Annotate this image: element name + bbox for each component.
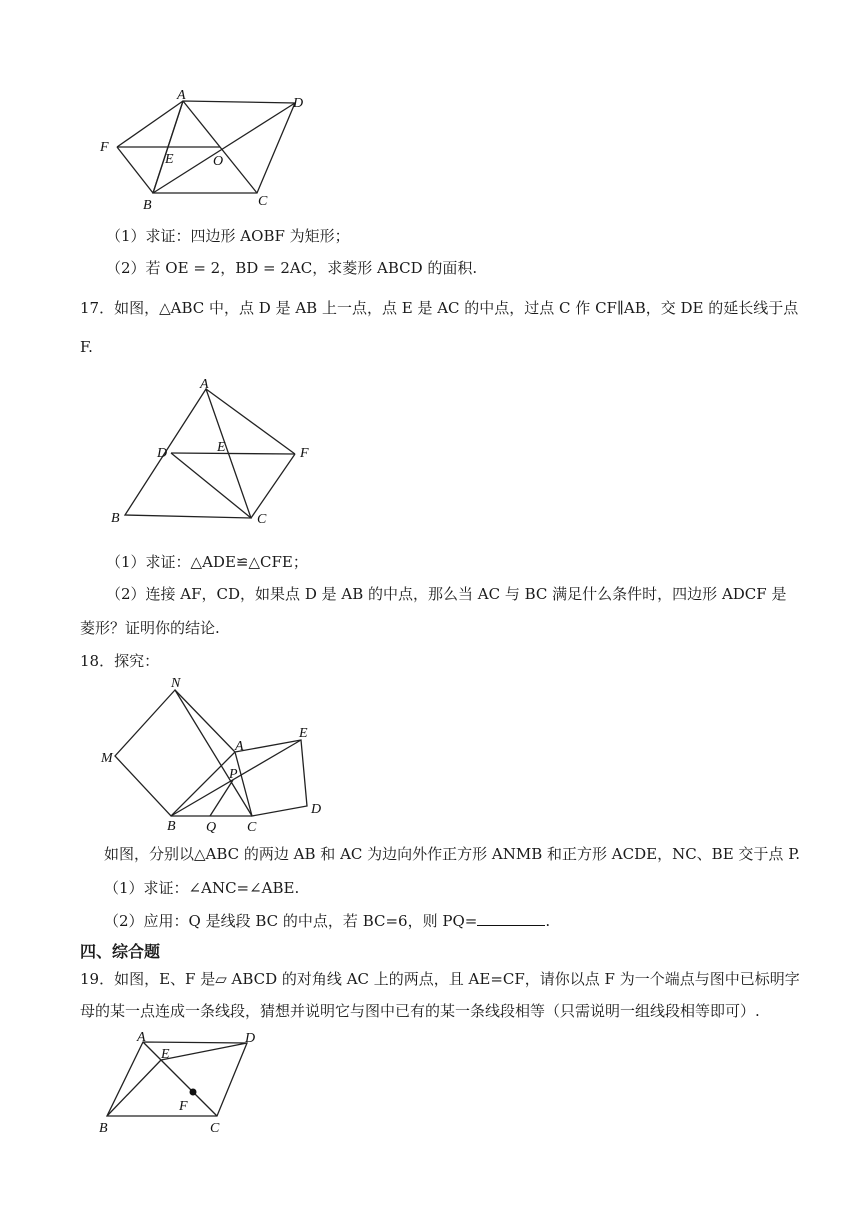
label-d: D <box>311 802 322 817</box>
q18-part2 <box>104 910 550 932</box>
label-c: C <box>257 512 267 527</box>
label-a: A <box>177 88 186 103</box>
label-e: E <box>299 726 308 741</box>
label-b: B <box>99 1121 108 1136</box>
answer-blank <box>477 911 545 926</box>
label-c: C <box>210 1121 220 1136</box>
label-b: B <box>143 198 152 213</box>
q17-part1: （1）求证：△ADE≌△CFE； <box>106 553 308 571</box>
q18-part2-text: （2）应用：Q 是线段 BC 的中点，若 BC=6，则 PQ= <box>104 912 478 930</box>
label-e: E <box>217 440 226 455</box>
label-c: C <box>258 194 268 209</box>
q19-line2: 母的某一点连成一条线段，猜想并说明它与图中已有的某一条线段相等（只需说明一组线段相等即可）. <box>80 1002 760 1020</box>
label-e: E <box>165 152 174 167</box>
q17-part2-a: （2）连接 AF，CD，如果点 D 是 AB 的中点，那么当 AC 与 BC 满足什么条件时，四边形 ADCF 是 <box>106 585 787 603</box>
label-c: C <box>247 820 257 835</box>
q17-part2-b: 菱形？证明你的结论. <box>80 619 220 637</box>
label-b: B <box>111 511 120 526</box>
q19-line1: 19．如图，E、F 是▱ ABCD 的对角线 AC 上的两点，且 AE=CF，请你以点 F 为一个端点与图中已标明字 <box>80 970 800 988</box>
label-p: P <box>229 767 238 782</box>
label-m: M <box>101 751 113 766</box>
label-a: A <box>200 377 209 392</box>
q17-line2: F. <box>80 338 93 356</box>
label-f: F <box>179 1099 188 1114</box>
q18-part2-end: . <box>545 912 551 930</box>
label-f: F <box>300 446 309 461</box>
label-q: Q <box>206 820 217 835</box>
label-f: F <box>100 140 109 155</box>
q18-part1: （1）求证：∠ANC=∠ABE. <box>104 879 300 897</box>
label-o: O <box>213 154 224 169</box>
label-b: B <box>167 819 176 834</box>
point-f-dot <box>190 1089 197 1096</box>
figure-q17 <box>105 375 320 530</box>
label-d: D <box>293 96 304 111</box>
label-d: D <box>245 1031 256 1046</box>
q18-title: 18．探究： <box>80 652 160 670</box>
q16-part1: （1）求证：四边形 AOBF 为矩形； <box>106 227 350 245</box>
label-a: A <box>137 1030 146 1045</box>
q17-line1: 17．如图，△ABC 中，点 D 是 AB 上一点，点 E 是 AC 的中点，过点 C 作 CF∥AB，交 DE 的延长线于点 <box>80 299 799 317</box>
figure-q16 <box>95 85 325 215</box>
section-heading: 四、综合题 <box>80 942 161 961</box>
q18-description: 如图，分别以△ABC 的两边 AB 和 AC 为边向外作正方形 ANMB 和正方形 ACDE，NC、BE 交于点 P. <box>104 845 801 863</box>
figure-q18 <box>95 676 330 836</box>
q16-part2: （2）若 OE = 2，BD = 2AC，求菱形 ABCD 的面积. <box>106 259 478 277</box>
figure-q19 <box>95 1030 270 1140</box>
label-d: D <box>157 446 168 461</box>
label-n: N <box>171 676 181 691</box>
label-e: E <box>161 1047 170 1062</box>
label-a: A <box>235 739 244 754</box>
